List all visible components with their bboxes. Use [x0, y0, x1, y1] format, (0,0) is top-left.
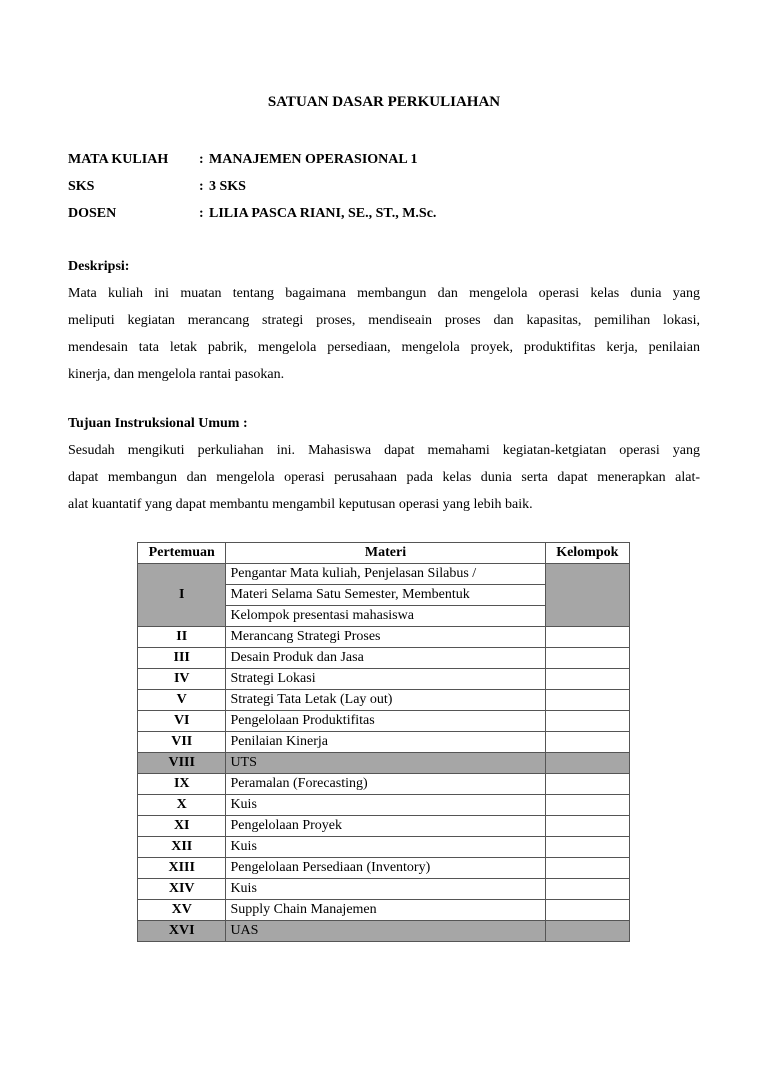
header-materi: Materi	[226, 543, 545, 564]
meta-colon: :	[199, 152, 204, 167]
meta-value: 3 SKS	[209, 179, 246, 194]
row-number: XII	[138, 837, 226, 858]
row-number: II	[138, 627, 226, 648]
meta-label: DOSEN	[68, 206, 117, 221]
row-kelompok	[545, 711, 629, 732]
row-number: V	[138, 690, 226, 711]
table-row	[138, 879, 630, 900]
deskripsi-heading: Deskripsi:	[68, 259, 130, 274]
row-materi: Kuis	[226, 795, 545, 816]
row-number: VII	[138, 732, 226, 753]
row-kelompok	[545, 774, 629, 795]
row-kelompok	[545, 648, 629, 669]
row-materi: Pengelolaan Produktifitas	[226, 711, 545, 732]
meta-label: MATA KULIAH	[68, 152, 169, 167]
row-number: XIII	[138, 858, 226, 879]
document-title: SATUAN DASAR PERKULIAHAN	[267, 94, 501, 110]
row-materi: Pengelolaan Persediaan (Inventory)	[226, 858, 545, 879]
row-materi: Supply Chain Manajemen	[226, 900, 545, 921]
table-row	[138, 648, 630, 669]
paragraph-line: mendesain tata letak pabrik, mengelola persediaan, mengelola proyek, produktifitas kerja, penilaian	[68, 340, 700, 355]
row-materi: Peramalan (Forecasting)	[226, 774, 545, 795]
schedule-table	[137, 542, 630, 942]
tujuan-heading: Tujuan Instruksional Umum :	[68, 416, 248, 431]
row-materi: Merancang Strategi Proses	[226, 627, 545, 648]
row-kelompok	[545, 858, 629, 879]
materi-line: Pengantar Mata kuliah, Penjelasan Silabus /	[226, 564, 544, 584]
table-row	[138, 816, 630, 837]
row-materi: Strategi Tata Letak (Lay out)	[226, 690, 545, 711]
materi-line: Materi Selama Satu Semester, Membentuk	[226, 584, 544, 605]
paragraph-line: dapat membangun dan mengelola operasi perusahaan pada kelas dunia serta dapat menerapkan alat-	[68, 470, 700, 485]
meta-colon: :	[199, 179, 204, 194]
row-number: I	[138, 564, 226, 627]
row-materi: Penilaian Kinerja	[226, 732, 545, 753]
header-kelompok: Kelompok	[545, 543, 629, 564]
table-row	[138, 627, 630, 648]
meta-value: LILIA PASCA RIANI, SE., ST., M.Sc.	[209, 206, 437, 221]
row-materi: Desain Produk dan Jasa	[226, 648, 545, 669]
paragraph-line: meliputi kegiatan merancang strategi proses, mendiseain proses dan kapasitas, pemilihan lokasi,	[68, 313, 700, 328]
row-kelompok	[545, 564, 629, 627]
row-materi: UAS	[226, 921, 545, 942]
table-row	[138, 564, 630, 627]
row-kelompok	[545, 732, 629, 753]
row-materi: Kuis	[226, 837, 545, 858]
row-number: VIII	[138, 753, 226, 774]
row-kelompok	[545, 795, 629, 816]
deskripsi-paragraph	[68, 280, 700, 388]
row-number: XV	[138, 900, 226, 921]
row-materi	[226, 564, 545, 627]
table-row	[138, 690, 630, 711]
row-number: IX	[138, 774, 226, 795]
row-kelompok	[545, 669, 629, 690]
table-row	[138, 837, 630, 858]
table-row	[138, 774, 630, 795]
row-materi: Strategi Lokasi	[226, 669, 545, 690]
row-number: XI	[138, 816, 226, 837]
row-kelompok	[545, 837, 629, 858]
tujuan-paragraph	[68, 437, 700, 518]
row-number: III	[138, 648, 226, 669]
row-kelompok	[545, 921, 629, 942]
table-row	[138, 900, 630, 921]
paragraph-line: kinerja, dan mengelola rantai pasokan.	[68, 367, 285, 382]
row-number: VI	[138, 711, 226, 732]
paragraph-line: Sesudah mengikuti perkuliahan ini. Mahasiswa dapat memahami kegiatan-ketgiatan operasi yang	[68, 443, 700, 458]
meta-colon: :	[199, 206, 204, 221]
row-kelompok	[545, 753, 629, 774]
row-number: XIV	[138, 879, 226, 900]
table-row	[138, 711, 630, 732]
meta-label: SKS	[68, 179, 95, 194]
row-kelompok	[545, 816, 629, 837]
table-row	[138, 795, 630, 816]
row-materi: Pengelolaan Proyek	[226, 816, 545, 837]
table-row	[138, 732, 630, 753]
row-number: X	[138, 795, 226, 816]
table-row	[138, 669, 630, 690]
paragraph-line: alat kuantatif yang dapat membantu mengambil keputusan operasi yang lebih baik.	[68, 497, 533, 512]
table-row	[138, 858, 630, 879]
table-row	[138, 921, 630, 942]
row-materi: Kuis	[226, 879, 545, 900]
table-header-row	[138, 543, 630, 564]
row-number: XVI	[138, 921, 226, 942]
row-materi: UTS	[226, 753, 545, 774]
meta-value: MANAJEMEN OPERASIONAL 1	[209, 152, 418, 167]
paragraph-line: Mata kuliah ini muatan tentang bagaimana membangun dan mengelola operasi kelas dunia yang	[68, 286, 700, 301]
row-kelompok	[545, 900, 629, 921]
row-kelompok	[545, 627, 629, 648]
row-kelompok	[545, 690, 629, 711]
row-kelompok	[545, 879, 629, 900]
table-row	[138, 753, 630, 774]
materi-line: Kelompok presentasi mahasiswa	[226, 605, 544, 626]
row-number: IV	[138, 669, 226, 690]
header-pertemuan: Pertemuan	[138, 543, 226, 564]
